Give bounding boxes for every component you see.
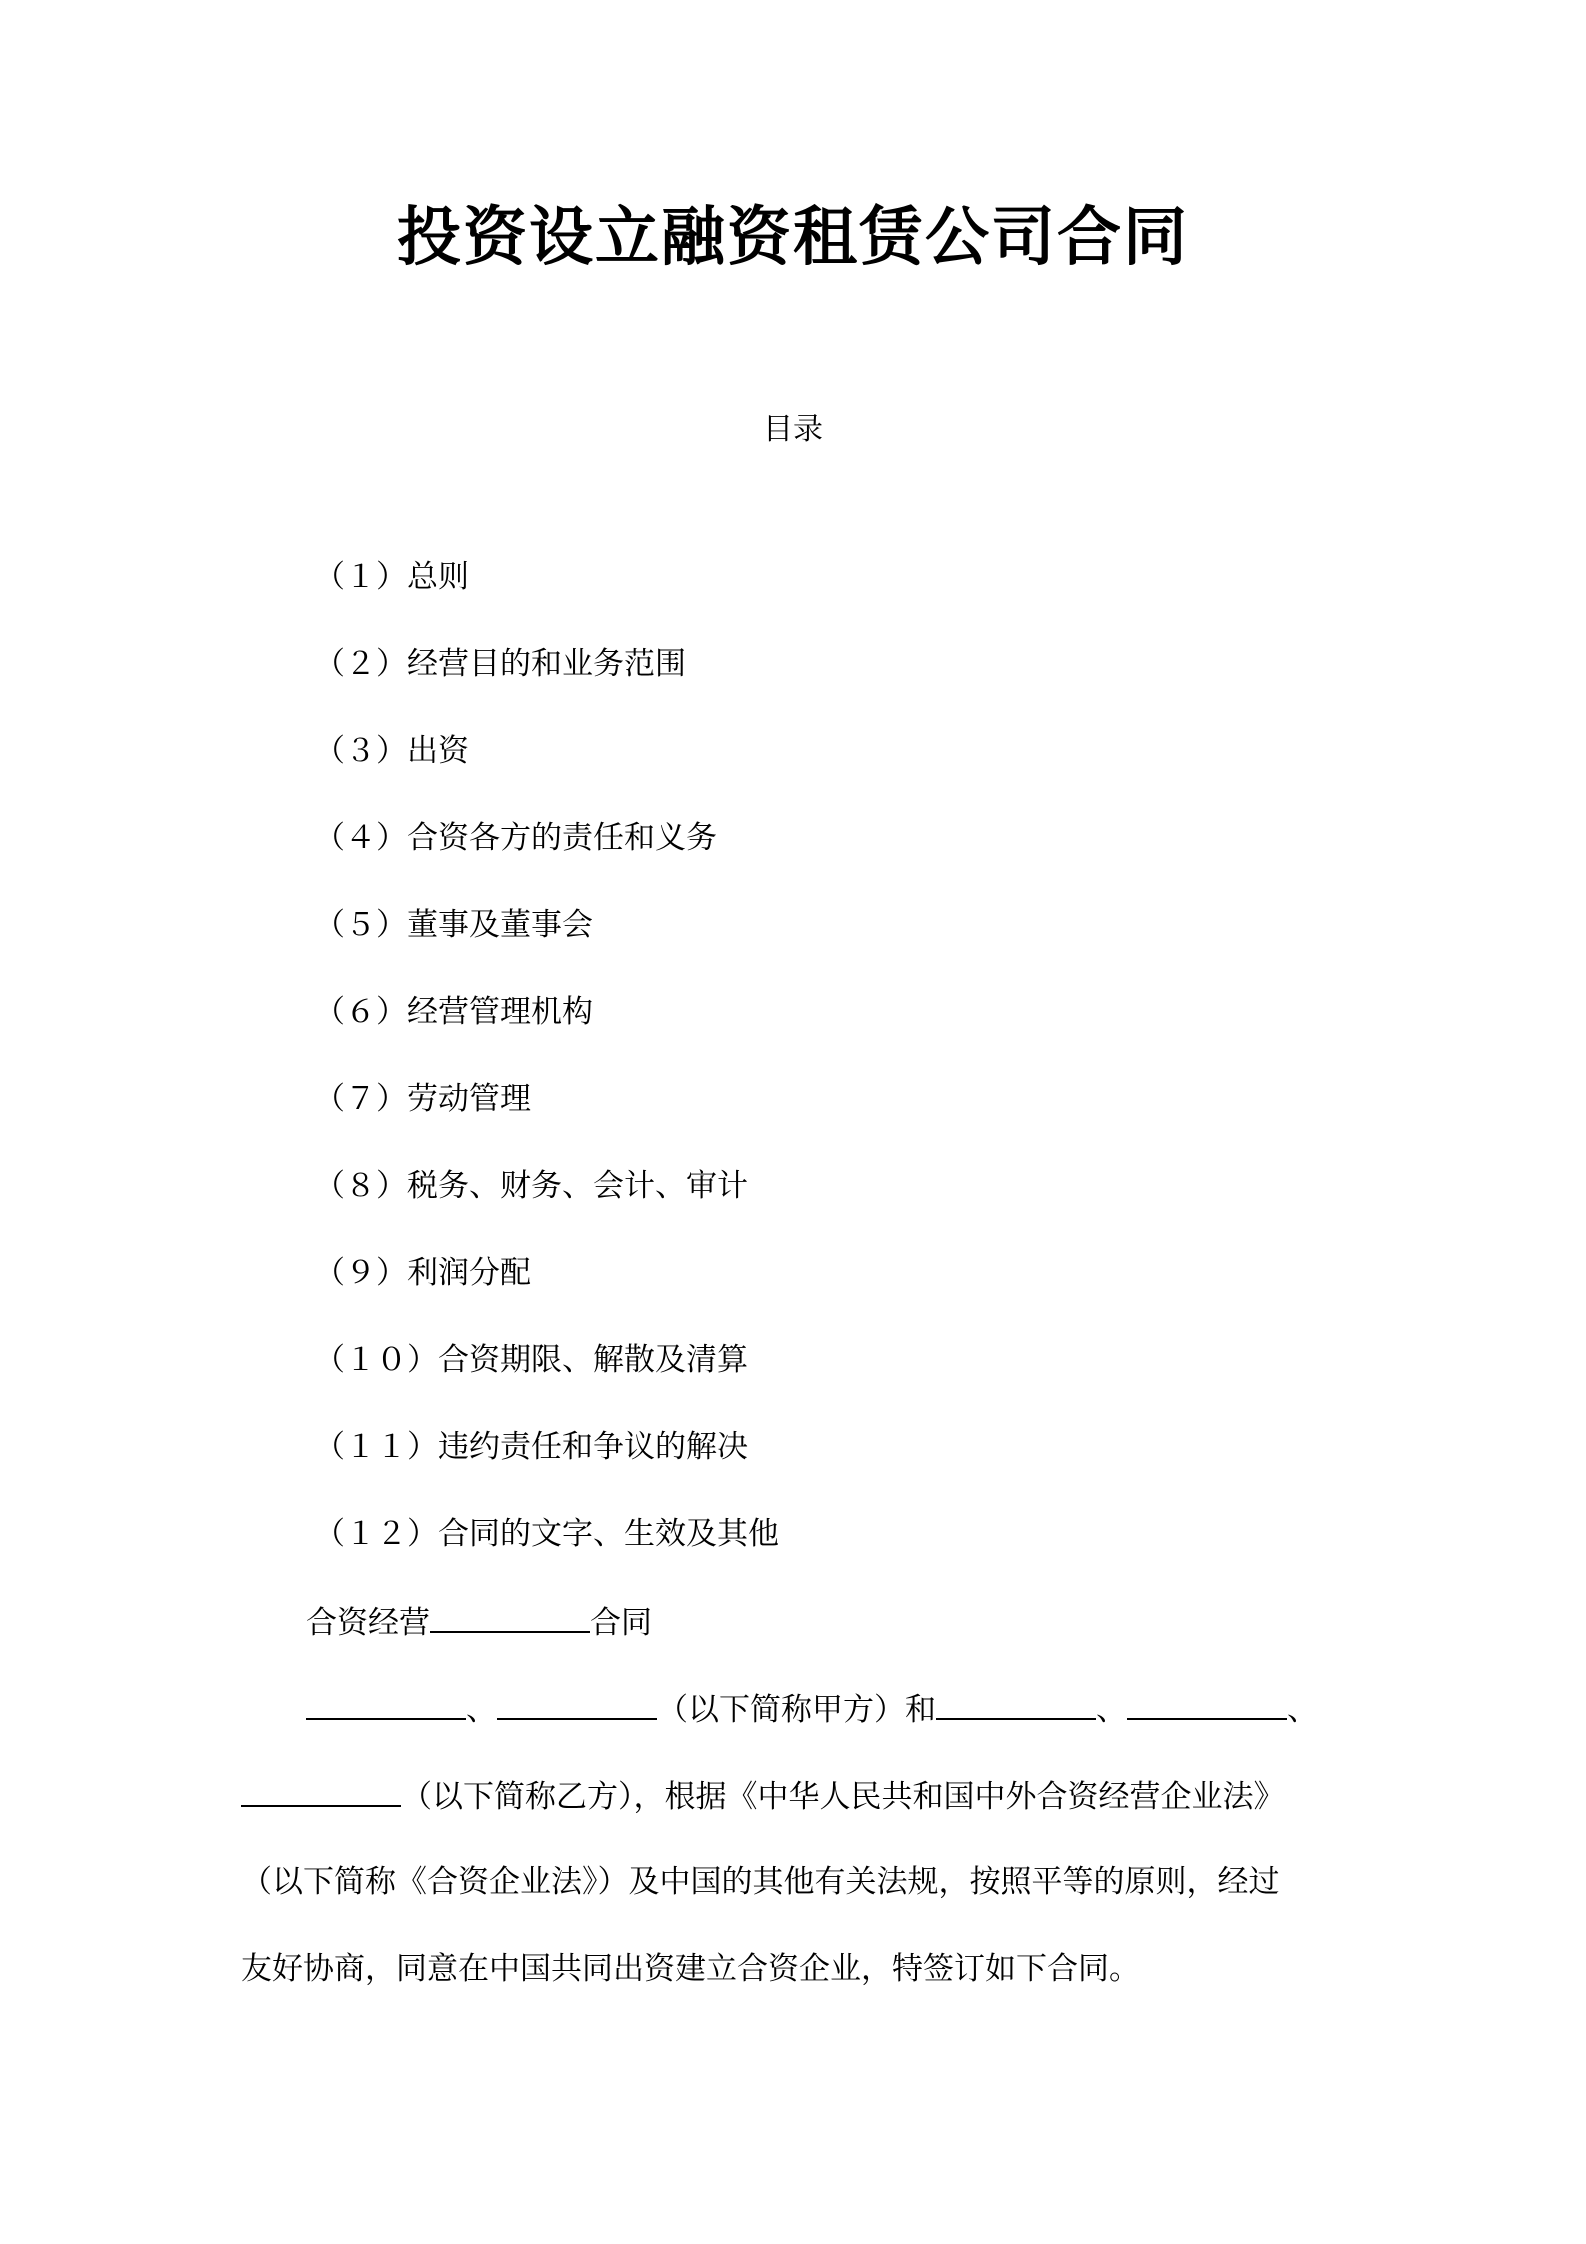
party-b3-blank (241, 1775, 401, 1807)
parties-sep-1: 、 (466, 1692, 497, 1728)
preamble-line-2 (241, 1775, 1285, 1817)
contract-name-blank (430, 1601, 590, 1633)
toc-heading: 目录 (763, 412, 823, 447)
toc-item-9: （９）利润分配 (314, 1255, 531, 1291)
toc-item-1: （１）总则 (314, 559, 469, 595)
toc-item-10: （１０）合资期限、解散及清算 (314, 1342, 748, 1378)
toc-item-2: （２）经营目的和业务范围 (314, 646, 686, 682)
toc-item-3: （３）出资 (314, 733, 469, 769)
preamble-line-4: 友好协商，同意在中国共同出资建立合资企业，特签订如下合同。 (241, 1951, 1140, 1987)
contract-name-prefix: 合资经营 (306, 1605, 430, 1641)
toc-item-11: （１１）违约责任和争议的解决 (314, 1429, 748, 1465)
toc-item-8: （８）税务、财务、会计、审计 (314, 1168, 748, 1204)
party-a-label: （以下简称甲方）和 (657, 1692, 936, 1728)
party-b2-blank (1127, 1688, 1287, 1720)
party-b1-blank (936, 1688, 1096, 1720)
parties-line (306, 1688, 1318, 1730)
parties-sep-3: 、 (1287, 1692, 1318, 1728)
party-b-label: （以下简称乙方），根据《中华人民共和国中外合资经营企业法》 (401, 1779, 1285, 1815)
toc-item-4: （４）合资各方的责任和义务 (314, 820, 717, 856)
toc-item-5: （５）董事及董事会 (314, 907, 593, 943)
party-a2-blank (497, 1688, 657, 1720)
toc-item-6: （６）经营管理机构 (314, 994, 593, 1030)
toc-item-12: （１２）合同的文字、生效及其他 (314, 1516, 779, 1552)
contract-name-line (306, 1601, 652, 1643)
party-a1-blank (306, 1688, 466, 1720)
document-title: 投资设立融资租赁公司合同 (397, 201, 1189, 275)
parties-sep-2: 、 (1096, 1692, 1127, 1728)
preamble-line-3: （以下简称《合资企业法》）及中国的其他有关法规，按照平等的原则，经过 (241, 1864, 1280, 1900)
contract-name-suffix: 合同 (590, 1605, 652, 1641)
toc-item-7: （７）劳动管理 (314, 1081, 531, 1117)
